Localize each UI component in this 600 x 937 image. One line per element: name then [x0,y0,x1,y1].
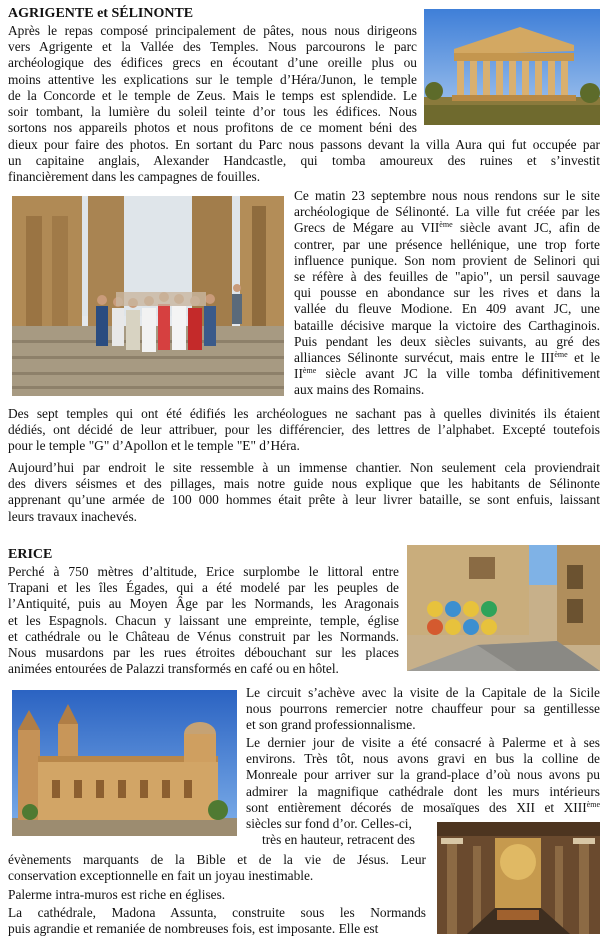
text-line: moins attentive les explications sur le temple d’Héra/Junon, le temple [8,71,417,87]
paragraph-agrigente-1 [8,23,417,136]
text-line: se réfère à des feuilles de "apio", un persil sauvage [294,269,600,285]
text-line: l’Antiquité, puis au Moyen Âge par les Normands, les Aragonais [8,596,399,612]
text-line: un capitaine anglais, Alexander Handcastle, qui tomba amoureux des ruines et s’investit [8,153,600,169]
text-line: et cathédrale ou le Château de Vénus construit par les Normands. [8,628,399,644]
photo-monreale-interieur [437,822,600,934]
paragraph-erice-3-narrow [246,816,436,848]
text-line: vers Agrigente et la Vallée des Temples. Nous parcourons le parc [8,39,417,55]
paragraph-erice-3 [246,735,600,816]
text-line: IIème siècle avant JC la ville tomba définitivement [294,366,600,382]
text-line: conservation exceptionnelle en fait un joyau inestimable. [8,868,314,884]
text-line: sortons nos appareils photos et nous profitons de ce moment béni des [8,120,417,136]
paragraph-agrigente-4 [8,460,600,525]
text-line: Puis pendant les deux siècles suivants, au gré des [294,333,600,349]
text-line: et les Espagnols. Chacun y laissant une empreinte, temple, église [8,612,399,628]
text-line: Ce matin 23 septembre nous nous rendons sur le site [294,188,600,203]
text-line: qui pousse en abondance sur les rives et dans la [294,285,600,301]
photo-temple-concorde [424,9,600,125]
text-line: archéologique des édifices grecs en écoutant d’une oreille plus ou [8,55,417,71]
photo-cathedrale-palerme [12,690,237,836]
paragraph-erice-3-wide [8,852,426,884]
paragraph-erice-4 [8,887,426,903]
text-line: puis agrandie et remaniée de nombreuses fois, est imposante. Elle est [8,921,379,937]
text-line: leurs travaux inachevés. [8,508,138,524]
text-line: Après le repas composé principalement de pâtes, nous nous dirigeons [8,23,417,38]
text-line: archéologique de Sélinonté. La ville fut créée par les [294,204,600,220]
text-line: animées entourées de Palazzi transformés en café ou en hôtel. [8,661,339,677]
text-line: nous pourrons remercier notre chauffeur pour sa gentillesse [246,701,600,717]
text-line: aux mains des Romains. [294,382,425,398]
text-line: Le dernier jour de visite a été consacré à Palerme et à ses [246,735,600,750]
text-line: Le circuit s’achève avec la visite de la Capitale de la Sicile [246,685,600,700]
text-line: La cathédrale, Madona Assunta, construite sous les Normands [8,905,426,920]
text-line: Nous musardons par les rues étroites débouchant sur les places [8,645,399,661]
paragraph-erice-5 [8,905,426,937]
text-line: admirer la magnifique cathédrale dont les murs intérieurs [246,783,600,799]
paragraph-agrigente-1-wide [8,137,600,186]
text-line: dieux pour faire des photos. En sortant du Parc nous passons devant la villa Aura qui fut occupée par [8,137,600,152]
text-line: influence punique. Son nom provient de Selinori qui [294,252,600,268]
text-line: dédiés, ont décidé de leur attribuer, pour les différencier, des lettres de l’alphabet. Excepté toutefois [8,422,600,438]
text-line: environs. Très tôt, nous avons gravi en bus la colline de [246,751,600,767]
text-line: alliances Sélinonte survécut, mais entre le IIIème et le [294,350,600,366]
text-line: Grecs de Mégare au VIIème siècle avant JC, afin de [294,220,600,236]
text-line: très en hauteur, retracent des [262,832,416,848]
text-line: bataille décisive marque la victoire des Carthaginois. [294,317,600,333]
text-line: Des sept temples qui ont été édifiés les archéologues ne sachant pas à quelles divinités ils étaient [8,406,600,421]
text-line: siècles sur fond d’or. Celles-ci, [246,816,412,831]
photo-erice-rue [407,545,600,671]
text-line: pour le temple "G" d’Apollon et le temple "E" d’Héra. [8,438,300,454]
text-line: vallée du fleuve Modione. En 409 avant JC, une [294,301,600,317]
text-line: évènements marquants de la Bible et de la vie de Jésus. Leur [8,852,426,867]
text-line: contrer, par une présence hellénique, une trop forte [294,236,600,252]
text-line: de la Concorde et le temple de Zeus. Mais le temps est splendide. Le [8,87,417,103]
photo-selinonte-groupe [12,196,284,396]
text-line: Monreale pour arriver sur la grand-place d’où nous avons pu [246,767,600,783]
text-line: Perché à 750 mètres d’altitude, Erice surplombe le littoral entre [8,564,399,579]
paragraph-erice-1 [8,564,399,677]
text-line: Trapani et les îles Égades, qui a été modelé par les peuples de [8,580,399,596]
text-line: apprenant qu’une armée de 100 000 hommes était prête à leur livrer bataille, se sont enfuis, laissant [8,492,600,508]
paragraph-erice-2 [246,685,600,734]
paragraph-agrigente-3 [8,406,600,455]
section-title-agrigente: AGRIGENTE et SÉLINONTE [8,6,194,21]
text-line: financièrement dans les campagnes de fouilles. [8,169,261,185]
text-line: Aujourd’hui par endroit le site ressemble à un immense chantier. Non seulement cela proviendrait [8,460,600,475]
text-line: des divers séismes et des pillages, mais notre guide nous explique que les habitants de Sélinonte [8,476,600,492]
text-line: et son grand professionnalisme. [246,717,416,733]
section-title-erice: ERICE [8,547,53,562]
paragraph-agrigente-2 [294,188,600,399]
text-line: Palerme intra-muros est riche en églises. [8,887,226,902]
text-line: soir tombant, la lumière du soleil teinte d’or tous les édifices. Nous [8,104,417,120]
text-line: sont entièrement décorés de mosaïques des XII et XIIIème [246,799,600,815]
